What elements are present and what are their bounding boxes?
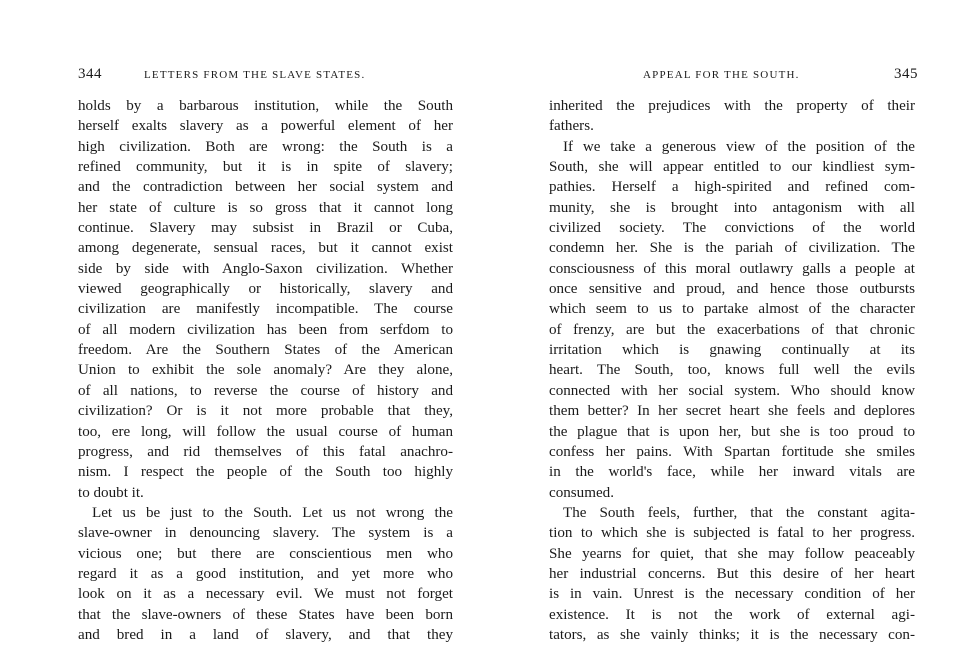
text-line: munity, she is brought into antagonism with all: [549, 199, 915, 216]
text-line: that the slave-owners of these States have been born: [78, 606, 453, 623]
text-line: tators, as she vainly thinks; it is the necessary con-: [549, 626, 915, 643]
text-line: her state of culture is so gross that it cannot long: [78, 199, 453, 216]
text-line: them better? In her secret heart she feels and deplores: [549, 403, 915, 420]
paragraph-start-line: The South feels, further, that the constant agita-: [563, 504, 915, 521]
right-running-head: [548, 68, 918, 86]
text-line: is in vain. Unrest is the necessary condition of her: [549, 586, 915, 603]
text-line: confess her pains. With Spartan fortitude she smiles: [549, 443, 915, 460]
left-body-text: [78, 96, 453, 645]
paragraph-end-line: to doubt it.: [78, 484, 144, 501]
text-line: progress, and rid themselves of this fatal anachro-: [78, 443, 453, 460]
text-line: slave-owner in denouncing slavery. The system is a: [78, 525, 453, 542]
text-line: and bred in a land of slavery, and that they: [78, 626, 453, 643]
text-line: vicious one; but there are conscientious men who: [78, 545, 453, 562]
text-line: civilized society. The convictions of the world: [549, 220, 915, 237]
text-line: condemn her. She is the pariah of civilization. The: [549, 240, 915, 257]
text-line: irritation which is gnawing continually at its: [549, 342, 915, 359]
text-line: among degenerate, sensual races, but it cannot exist: [78, 240, 453, 257]
text-line: her industrial concerns. But this desire of her heart: [549, 565, 915, 582]
text-line: connected with her social system. Who should know: [549, 382, 915, 399]
text-line: high civilization. Both are wrong: the South is a: [78, 138, 453, 155]
text-line: She yearns for quiet, that she may follow peaceably: [549, 545, 915, 562]
paragraph-start-line: If we take a generous view of the position of the: [563, 138, 915, 155]
text-line: holds by a barbarous institution, while the South: [78, 98, 453, 114]
text-line: inherited the prejudices with the property of their: [549, 98, 915, 114]
text-line: regard it as a good institution, and yet more who: [78, 565, 453, 582]
text-line: the plague that is upon her, but she is too proud to: [549, 423, 915, 440]
paragraph-end-line: consumed.: [549, 484, 614, 501]
right-running-head-title: APPEAL FOR THE SOUTH.: [643, 69, 800, 81]
left-running-head-title: LETTERS FROM THE SLAVE STATES.: [144, 69, 366, 81]
text-line: refined community, but it is in spite of slavery;: [78, 159, 453, 176]
left-running-head: [78, 68, 458, 86]
text-line: which seem to us to partake almost of the character: [549, 301, 915, 318]
paragraph-start-line: Let us be just to the South. Let us not wrong the: [92, 504, 453, 521]
right-folio: 345: [894, 66, 918, 82]
text-line: of frenzy, are but the exacerbations of that chronic: [549, 321, 915, 338]
text-line: of all modern civilization has been from serfdom to: [78, 321, 453, 338]
text-line: of all nations, to reverse the course of history and: [78, 382, 453, 399]
text-line: and the contradiction between her social system and: [78, 179, 453, 196]
text-line: civilization are manifestly incompatible. The course: [78, 301, 453, 318]
text-line: pathies. Herself a high-spirited and refined com-: [549, 179, 915, 196]
text-line: freedom. Are the Southern States of the American: [78, 342, 453, 359]
text-line: heart. The South, too, knows full well the evils: [549, 362, 915, 379]
text-line: look on it as a necessary evil. We must not forget: [78, 586, 453, 603]
text-line: consciousness of this moral outlawry galls a people at: [549, 260, 915, 277]
text-line: civilization? Or is it not more probable that they,: [78, 403, 453, 420]
paragraph-end-line: fathers.: [549, 118, 594, 135]
text-line: existence. It is not the work of external agi-: [549, 606, 915, 623]
text-line: once sensitive and proud, and hence those outbursts: [549, 281, 915, 298]
text-line: tion to which she is subjected is fatal to her progress.: [549, 525, 915, 542]
text-line: viewed geographically or historically, slavery and: [78, 281, 453, 298]
right-page: [490, 0, 980, 668]
text-line: continue. Slavery may subsist in Brazil or Cuba,: [78, 220, 453, 237]
text-line: side by side with Anglo-Saxon civilization. Whether: [78, 260, 453, 277]
text-line: too, ere long, will follow the usual course of human: [78, 423, 453, 440]
left-folio: 344: [78, 66, 102, 82]
text-line: herself exalts slavery as a powerful element of her: [78, 118, 453, 135]
right-body-text: [549, 96, 915, 645]
text-line: South, she will appear entitled to our kindliest sym-: [549, 159, 915, 176]
text-line: in the world's face, while her inward vitals are: [549, 464, 915, 481]
text-line: Union to exhibit the sole anomaly? Are they alone,: [78, 362, 453, 379]
text-line: nism. I respect the people of the South too highly: [78, 464, 453, 481]
